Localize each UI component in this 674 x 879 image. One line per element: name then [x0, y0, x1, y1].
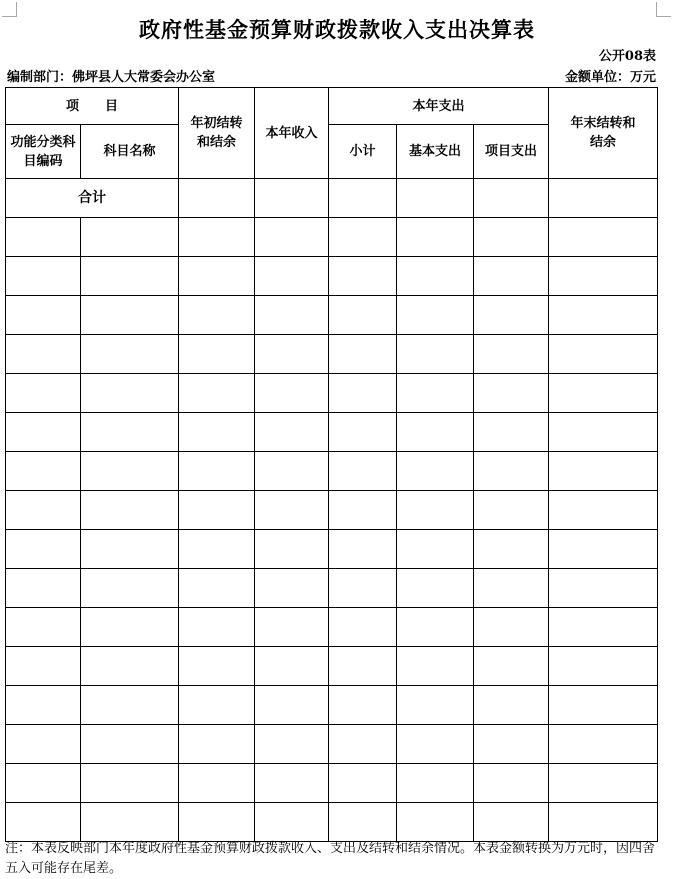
cell-name [81, 569, 179, 608]
cell-ending [549, 647, 658, 686]
cell-code [6, 257, 81, 296]
cell-project [474, 452, 549, 491]
cell-project [474, 569, 549, 608]
cell-name [81, 452, 179, 491]
cell-name [81, 335, 179, 374]
table-row [6, 725, 658, 764]
cell-project [474, 725, 549, 764]
cell-subtotal [329, 452, 397, 491]
cell-income [255, 803, 329, 842]
cell-name [81, 725, 179, 764]
table-row [6, 413, 658, 452]
cell-opening [179, 257, 255, 296]
cell-subtotal [329, 413, 397, 452]
cell-opening [179, 218, 255, 257]
department-label: 编制部门：佛坪县人大常委会办公室 [7, 70, 216, 85]
cell-ending [549, 452, 658, 491]
header-subtotal: 小计 [329, 125, 397, 179]
table-row [6, 647, 658, 686]
cell-project [474, 257, 549, 296]
cell-income [255, 335, 329, 374]
header-opening-balance: 年初结转和结余 [179, 88, 255, 179]
cell-name [81, 374, 179, 413]
cell-code [6, 803, 81, 842]
header-current-income: 本年收入 [255, 88, 329, 179]
cell-ending [549, 608, 658, 647]
cell-code [6, 413, 81, 452]
cell-code [6, 335, 81, 374]
total-ending [549, 179, 658, 218]
cell-code [6, 530, 81, 569]
cell-opening [179, 725, 255, 764]
cell-ending [549, 530, 658, 569]
cell-basic [397, 608, 474, 647]
cell-project [474, 530, 549, 569]
cell-ending [549, 725, 658, 764]
cell-income [255, 296, 329, 335]
table-row [6, 335, 658, 374]
cell-code [6, 608, 81, 647]
table-row [6, 686, 658, 725]
table-row [6, 257, 658, 296]
form-number: 公开08表 [598, 49, 656, 64]
cell-name [81, 296, 179, 335]
cell-project [474, 335, 549, 374]
budget-table [5, 87, 658, 842]
cell-basic [397, 491, 474, 530]
cell-code [6, 725, 81, 764]
table-row [6, 764, 658, 803]
cell-income [255, 452, 329, 491]
table-row [6, 803, 658, 842]
cell-basic [397, 764, 474, 803]
cell-name [81, 686, 179, 725]
cell-basic [397, 296, 474, 335]
cell-project [474, 296, 549, 335]
cell-ending [549, 218, 658, 257]
cell-income [255, 686, 329, 725]
cell-opening [179, 647, 255, 686]
cell-code [6, 764, 81, 803]
cell-basic [397, 647, 474, 686]
cell-subtotal [329, 803, 397, 842]
cell-code [6, 374, 81, 413]
amount-unit-label: 金额单位：万元 [564, 70, 656, 85]
cell-income [255, 530, 329, 569]
cell-income [255, 413, 329, 452]
report-title: 政府性基金预算财政拨款收入支出决算表 [139, 17, 535, 42]
cell-subtotal [329, 608, 397, 647]
cell-name [81, 764, 179, 803]
cell-opening [179, 413, 255, 452]
cell-project [474, 374, 549, 413]
cell-income [255, 374, 329, 413]
cell-income [255, 647, 329, 686]
cell-subtotal [329, 647, 397, 686]
total-income [255, 179, 329, 218]
cell-subtotal [329, 491, 397, 530]
cell-opening [179, 764, 255, 803]
cell-ending [549, 296, 658, 335]
cell-ending [549, 374, 658, 413]
cell-code [6, 647, 81, 686]
cell-name [81, 530, 179, 569]
cell-basic [397, 257, 474, 296]
cell-code [6, 686, 81, 725]
table-row [6, 530, 658, 569]
cell-project [474, 647, 549, 686]
cell-basic [397, 686, 474, 725]
header-item: 项 目 [6, 88, 179, 125]
cell-subtotal [329, 764, 397, 803]
total-project [474, 179, 549, 218]
total-label: 合计 [6, 179, 179, 218]
cell-code [6, 491, 81, 530]
header-current-expense: 本年支出 [329, 88, 549, 125]
cell-project [474, 803, 549, 842]
cell-project [474, 764, 549, 803]
cell-name [81, 491, 179, 530]
cell-subtotal [329, 218, 397, 257]
header-project-expense: 项目支出 [474, 125, 549, 179]
cell-income [255, 608, 329, 647]
cell-basic [397, 530, 474, 569]
cell-ending [549, 686, 658, 725]
cell-income [255, 764, 329, 803]
cell-opening [179, 335, 255, 374]
cell-basic [397, 374, 474, 413]
cell-opening [179, 569, 255, 608]
cell-ending [549, 413, 658, 452]
cell-subtotal [329, 257, 397, 296]
cell-code [6, 218, 81, 257]
total-opening [179, 179, 255, 218]
cell-subtotal [329, 335, 397, 374]
cell-opening [179, 452, 255, 491]
cell-opening [179, 686, 255, 725]
cell-income [255, 569, 329, 608]
total-subtotal [329, 179, 397, 218]
header-subject-name: 科目名称 [81, 125, 179, 179]
cell-code [6, 569, 81, 608]
cell-ending [549, 335, 658, 374]
cell-subtotal [329, 725, 397, 764]
cell-name [81, 647, 179, 686]
cell-opening [179, 530, 255, 569]
cell-code [6, 452, 81, 491]
cell-project [474, 608, 549, 647]
header-function-code: 功能分类科目编码 [6, 125, 81, 179]
cell-basic [397, 413, 474, 452]
cell-basic [397, 725, 474, 764]
table-row [6, 374, 658, 413]
table-row [6, 296, 658, 335]
cell-opening [179, 803, 255, 842]
total-basic [397, 179, 474, 218]
cell-project [474, 491, 549, 530]
footnote: 注：本表反映部门本年度政府性基金预算财政拨款收入、支出及结转和结余情况。本表金额转换为万元时，因四舍五入可能存在尾差。 [5, 841, 656, 876]
cell-ending [549, 569, 658, 608]
cell-project [474, 413, 549, 452]
table-row [6, 491, 658, 530]
cell-ending [549, 257, 658, 296]
cell-subtotal [329, 569, 397, 608]
cell-opening [179, 296, 255, 335]
cell-income [255, 218, 329, 257]
cell-name [81, 803, 179, 842]
cell-basic [397, 452, 474, 491]
cell-opening [179, 491, 255, 530]
cell-name [81, 608, 179, 647]
header-row-1 [6, 88, 658, 125]
table-row [6, 608, 658, 647]
total-row [6, 179, 658, 218]
table-row [6, 452, 658, 491]
cell-basic [397, 803, 474, 842]
cell-code [6, 296, 81, 335]
table-row [6, 218, 658, 257]
cell-basic [397, 569, 474, 608]
cell-ending [549, 491, 658, 530]
cell-ending [549, 803, 658, 842]
header-basic-expense: 基本支出 [397, 125, 474, 179]
cell-name [81, 257, 179, 296]
header-ending-balance: 年末结转和结余 [549, 88, 658, 179]
cell-subtotal [329, 296, 397, 335]
cell-basic [397, 335, 474, 374]
cell-ending [549, 764, 658, 803]
cell-subtotal [329, 686, 397, 725]
cell-income [255, 257, 329, 296]
cell-subtotal [329, 374, 397, 413]
cell-opening [179, 374, 255, 413]
cell-name [81, 413, 179, 452]
cell-project [474, 218, 549, 257]
cell-income [255, 491, 329, 530]
cell-name [81, 218, 179, 257]
cell-subtotal [329, 530, 397, 569]
cell-income [255, 725, 329, 764]
cell-opening [179, 608, 255, 647]
cell-basic [397, 218, 474, 257]
table-row [6, 569, 658, 608]
cell-project [474, 686, 549, 725]
